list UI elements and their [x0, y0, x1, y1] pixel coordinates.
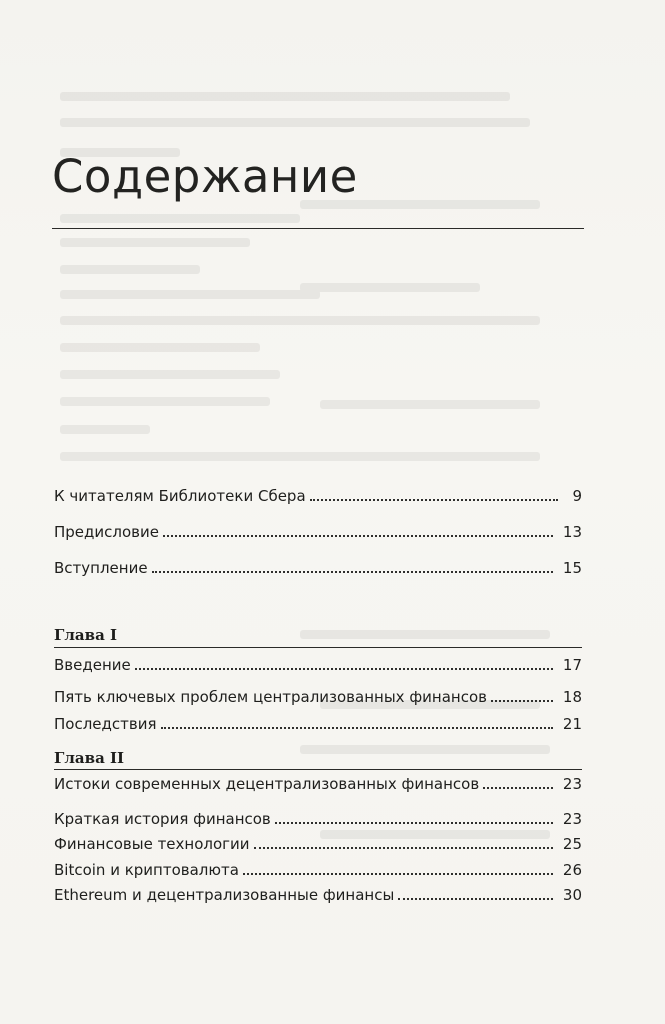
toc-entry-page: 25 [562, 835, 582, 853]
title-underline [52, 228, 584, 229]
toc-entry-page: 15 [562, 559, 582, 577]
toc-entry-page: 23 [562, 775, 582, 793]
dot-leader [254, 847, 553, 849]
toc-entry[interactable] [54, 771, 582, 793]
toc-entry-label: Bitcoin и криптовалюта [54, 861, 239, 879]
toc-entry[interactable] [54, 857, 582, 879]
chapter-underline [54, 647, 582, 648]
dot-leader [275, 822, 553, 824]
toc-entry[interactable] [54, 652, 582, 674]
dot-leader [398, 898, 553, 900]
toc-entry[interactable] [54, 806, 582, 828]
toc-entry-label: К читателям Библиотеки Сбера [54, 487, 306, 505]
toc-entry-label: Предисловие [54, 523, 159, 541]
toc-entry-label: Введение [54, 656, 131, 674]
toc-entry[interactable] [54, 483, 582, 505]
toc-entry[interactable] [54, 831, 582, 853]
toc-entry-page: 30 [562, 886, 582, 904]
chapter-heading: Глава II [54, 749, 125, 767]
dot-leader [152, 571, 553, 573]
toc-entry[interactable] [54, 684, 582, 706]
chapter-heading: Глава I [54, 626, 118, 644]
toc-entry[interactable] [54, 519, 582, 541]
dot-leader [135, 668, 553, 670]
toc-entry[interactable] [54, 882, 582, 904]
dot-leader [310, 499, 558, 501]
toc-entry-page: 17 [562, 656, 582, 674]
toc-entry-page: 13 [562, 523, 582, 541]
dot-leader [161, 727, 553, 729]
page-title: Содержание [52, 150, 358, 203]
toc-entry-label: Финансовые технологии [54, 835, 250, 853]
toc-entry-label: Последствия [54, 715, 157, 733]
toc-entry-page: 21 [562, 715, 582, 733]
dot-leader [483, 787, 553, 789]
toc-entry-page: 26 [562, 861, 582, 879]
toc-entry-label: Вступление [54, 559, 148, 577]
toc-entry-label: Краткая история финансов [54, 810, 271, 828]
toc-entry-page: 9 [572, 487, 582, 505]
toc-entry-page: 18 [562, 688, 582, 706]
dot-leader [491, 700, 553, 702]
chapter-underline [54, 769, 582, 770]
toc-entry-label: Пять ключевых проблем централизованных финансов [54, 688, 487, 706]
dot-leader [243, 873, 553, 875]
toc-entry-label: Истоки современных децентрализованных финансов [54, 775, 480, 793]
dot-leader [163, 535, 553, 537]
toc-entry[interactable] [54, 711, 582, 733]
toc-entry-label: Ethereum и децентрализованные финансы [54, 886, 395, 904]
toc-entry[interactable] [54, 555, 582, 577]
toc-entry-page: 23 [562, 810, 582, 828]
